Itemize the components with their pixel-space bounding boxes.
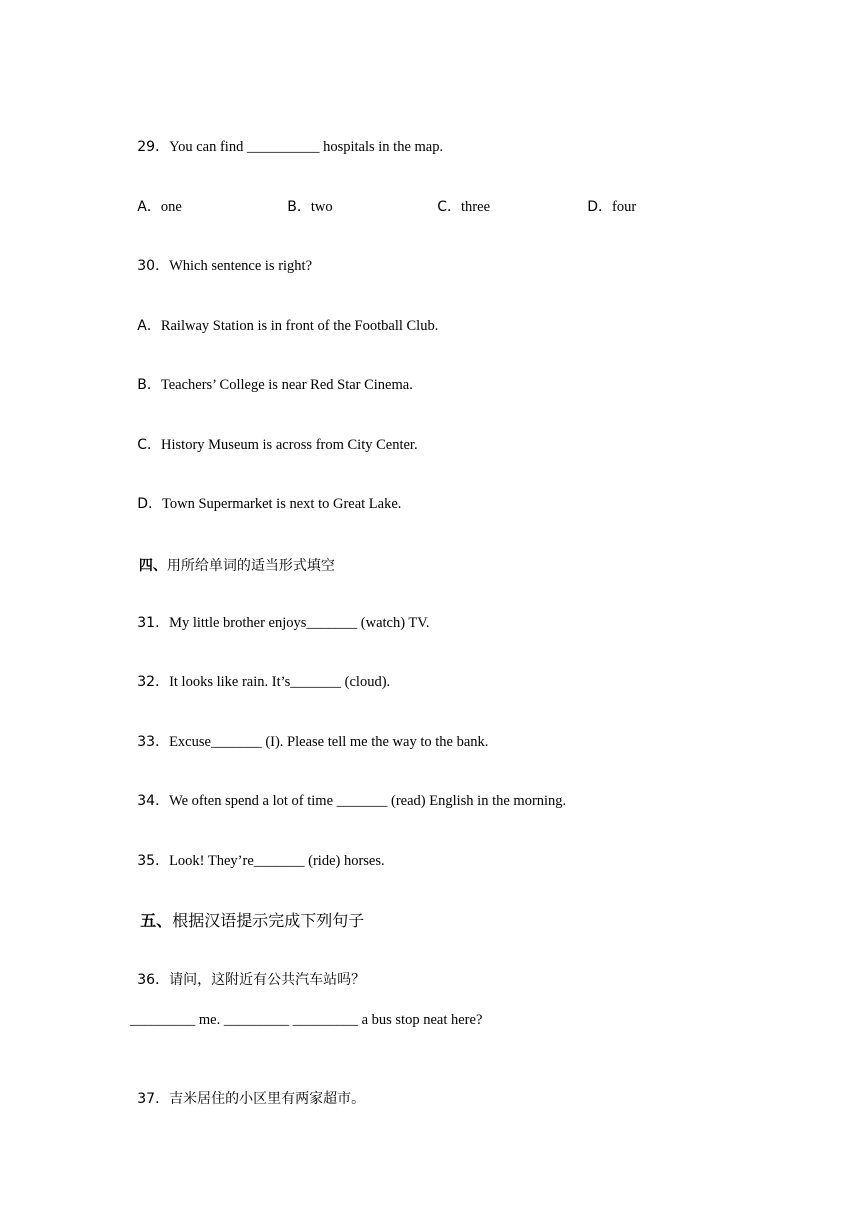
option-a[interactable]: [130, 177, 182, 217]
separator: ．: [296, 199, 311, 215]
option-text: Railway Station is in front of the Football Club.: [160, 318, 439, 334]
answer-line[interactable]: _________ me. _________ _________ a bus stop neat here?: [130, 1012, 483, 1028]
section-title: 用所给单词的适当形式填空: [166, 558, 335, 574]
separator: ．: [155, 853, 170, 869]
option-text: Town Supermarket is next to Great Lake.: [162, 496, 402, 512]
question-text: It looks like rain. It’s_______ (cloud).: [169, 674, 391, 690]
question-text: My little brother enjoys_______ (watch) TV.: [169, 615, 430, 631]
option-text: four: [612, 199, 637, 215]
option-letter: A: [137, 199, 147, 215]
option-text: two: [310, 199, 333, 215]
separator: ．: [155, 258, 170, 274]
option-d[interactable]: [130, 474, 401, 514]
question-31: [130, 593, 430, 633]
question-text: Which sentence is right?: [169, 258, 313, 274]
separator: ．: [155, 615, 170, 631]
question-33: [130, 712, 488, 752]
question-number: 33: [137, 734, 156, 750]
question-35: [130, 831, 385, 871]
separator: ．: [155, 674, 170, 690]
question-number: 29: [137, 139, 156, 155]
separator: ．: [447, 199, 462, 215]
question-number: 36: [137, 972, 156, 988]
option-c[interactable]: [430, 177, 490, 217]
separator: ．: [147, 437, 162, 453]
question-36: [130, 950, 365, 990]
question-number: 32: [137, 674, 156, 690]
question-34: [130, 771, 566, 811]
option-c[interactable]: [130, 415, 418, 455]
question-text: Look! They’re_______ (ride) horses.: [169, 853, 385, 869]
question-text: 请问，这附近有公共汽车站吗？: [169, 972, 366, 988]
question-number: 30: [137, 258, 156, 274]
question-text: We often spend a lot of time _______ (read) English in the morning.: [169, 793, 567, 809]
section-heading: [130, 888, 364, 932]
section-heading: [130, 533, 335, 577]
separator: ．: [155, 972, 170, 988]
question-37: [130, 1069, 365, 1109]
separator: ．: [155, 139, 170, 155]
question-number: 31: [137, 615, 156, 631]
question-number: 34: [137, 793, 156, 809]
question-30: [130, 236, 312, 276]
option-letter: D: [587, 199, 599, 215]
section-number: 四、: [138, 558, 167, 574]
separator: ．: [146, 199, 161, 215]
separator: ．: [146, 318, 161, 334]
section-title: 根据汉语提示完成下列句子: [172, 911, 365, 930]
option-text: History Museum is across from City Center.: [161, 437, 418, 453]
option-letter: B: [137, 377, 147, 393]
option-letter: D: [137, 496, 149, 512]
option-letter: C: [137, 437, 148, 453]
question-text: 吉米居住的小区里有两家超市。: [169, 1091, 366, 1107]
option-text: Teachers’ College is near Red Star Cinema.: [160, 377, 413, 393]
separator: ．: [155, 1091, 170, 1107]
option-b[interactable]: [280, 177, 333, 217]
question-number: 35: [137, 853, 156, 869]
section-number: 五、: [140, 911, 173, 930]
separator: ．: [155, 734, 170, 750]
question-text: You can find __________ hospitals in the map.: [169, 139, 444, 155]
question-29: [130, 117, 443, 157]
separator: ．: [148, 496, 163, 512]
option-d[interactable]: [580, 177, 636, 217]
option-a[interactable]: [130, 296, 438, 336]
option-text: three: [461, 199, 491, 215]
separator: ．: [146, 377, 161, 393]
separator: ．: [155, 793, 170, 809]
option-b[interactable]: [130, 355, 413, 395]
question-number: 37: [137, 1091, 156, 1107]
option-letter: B: [287, 199, 297, 215]
option-letter: A: [137, 318, 147, 334]
question-32: [130, 652, 390, 692]
option-text: one: [160, 199, 182, 215]
question-text: Excuse_______ (I). Please tell me the way to the bank.: [169, 734, 489, 750]
separator: ．: [598, 199, 613, 215]
option-letter: C: [437, 199, 448, 215]
